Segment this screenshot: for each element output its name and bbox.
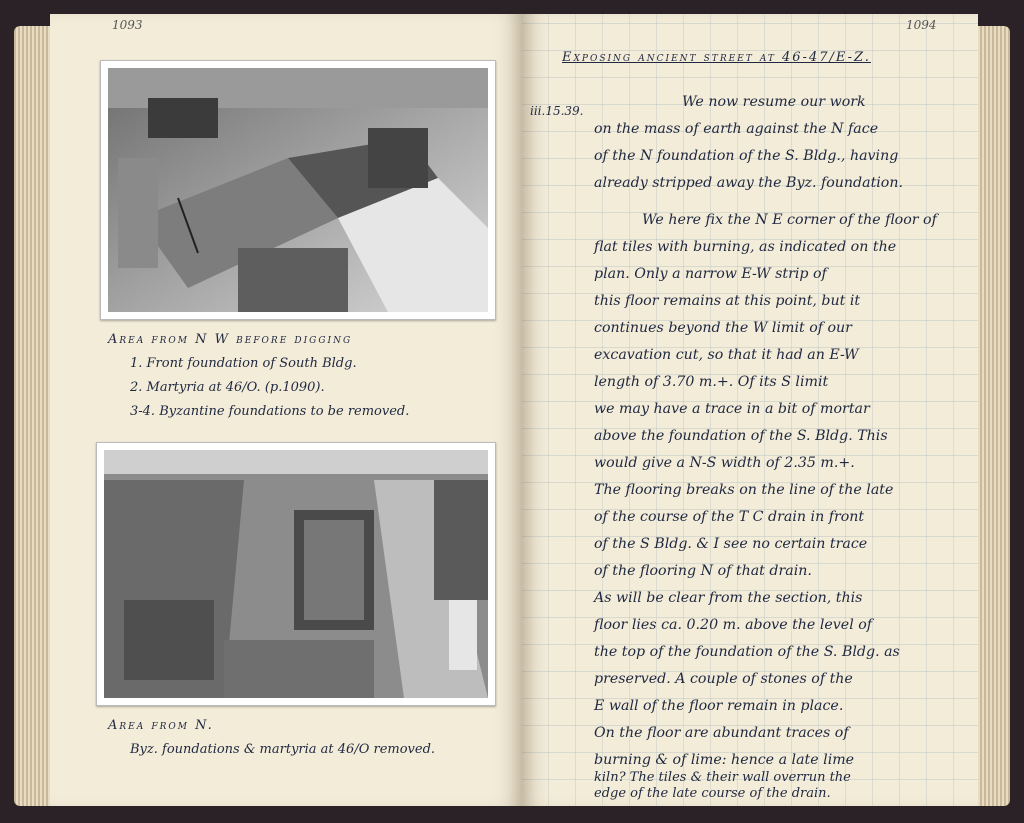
excavation-photo-1-image (108, 68, 488, 312)
excavation-photo-1 (100, 60, 496, 320)
right-page (522, 14, 978, 806)
notebook-line: on the mass of earth against the N face (594, 121, 879, 137)
entry-date: iii.15.39. (530, 104, 584, 118)
notebook-line: above the foundation of the S. Bldg. This (594, 428, 888, 444)
photo-2-caption-line: Byz. foundations & martyria at 46/O removed. (130, 742, 436, 757)
entry-title: Exposing ancient street at 46-47/E-Z. (562, 50, 871, 65)
left-page-edges (14, 26, 54, 806)
notebook-line: We now resume our work (682, 94, 866, 110)
notebook-line: the top of the foundation of the S. Bldg. as (594, 644, 900, 660)
right-page-edges (974, 26, 1010, 806)
right-page-number: 1094 (906, 18, 937, 32)
notebook-line: As will be clear from the section, this (594, 590, 863, 606)
open-notebook (14, 8, 1010, 814)
notebook-line: plan. Only a narrow E-W strip of (594, 266, 827, 282)
notebook-line: this floor remains at this point, but it (594, 293, 861, 309)
notebook-line: of the course of the T C drain in front (594, 509, 865, 525)
notebook-line: kiln? The tiles & their wall overrun the (594, 770, 851, 785)
notebook-line: We here fix the N E corner of the floor of (642, 212, 937, 228)
notebook-line: length of 3.70 m.+. Of its S limit (594, 374, 829, 390)
notebook-line: continues beyond the W limit of our (594, 320, 852, 336)
notebook-line: On the floor are abundant traces of (594, 725, 849, 741)
notebook-line: of the N foundation of the S. Bldg., having (594, 148, 899, 164)
notebook-line: flat tiles with burning, as indicated on the (594, 239, 897, 255)
photo-2-caption-title: Area from N. (108, 718, 214, 733)
photo-1-caption-line: 2. Martyria at 46/O. (p.1090). (130, 380, 325, 395)
notebook-line: we may have a trace in a bit of mortar (594, 401, 870, 417)
left-page-number: 1093 (112, 18, 143, 32)
notebook-line: excavation cut, so that it had an E-W (594, 347, 859, 363)
photo-1-caption-title: Area from N W before digging (108, 332, 353, 347)
notebook-line: of the flooring N of that drain. (594, 563, 812, 579)
notebook-line: The flooring breaks on the line of the late (594, 482, 894, 498)
notebook-line: floor lies ca. 0.20 m. above the level of (594, 617, 873, 633)
notebook-line: edge of the late course of the drain. (594, 786, 831, 801)
photo-1-caption-line: 1. Front foundation of South Bldg. (130, 356, 357, 371)
notebook-line: of the S Bldg. & I see no certain trace (594, 536, 868, 552)
excavation-photo-2-image (104, 450, 488, 698)
notebook-line: E wall of the floor remain in place. (594, 698, 844, 714)
notebook-line: would give a N-S width of 2.35 m.+. (594, 455, 855, 471)
notebook-line: already stripped away the Byz. foundation. (594, 175, 903, 191)
notebook-line: burning & of lime: hence a late lime (594, 752, 855, 768)
left-page (50, 14, 522, 806)
excavation-photo-2 (96, 442, 496, 706)
notebook-line: preserved. A couple of stones of the (594, 671, 853, 687)
photo-1-caption-line: 3-4. Byzantine foundations to be removed. (130, 404, 410, 419)
